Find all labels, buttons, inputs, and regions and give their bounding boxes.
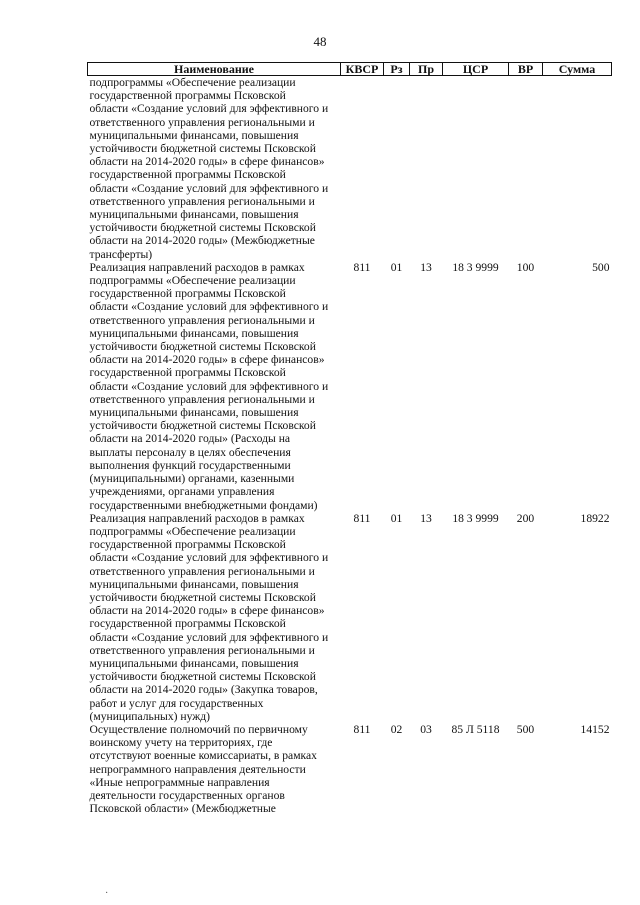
description-line: деятельности государственных органов <box>89 788 285 802</box>
description-line: подпрограммы «Обеспечение реализации <box>89 76 296 89</box>
scan-artifact: · <box>105 888 109 899</box>
row-description <box>88 261 341 512</box>
description-line: области на 2014-2020 годы» (Межбюджетные <box>89 234 315 248</box>
cell-vr: 100 <box>516 260 535 274</box>
description-line: муниципальными финансами, повышения <box>89 406 299 420</box>
description-line: государственной программы Псковской <box>89 287 286 301</box>
description-line: области «Создание условий для эффективного и <box>89 181 329 195</box>
cell-pr: 13 <box>420 511 432 525</box>
description-line: «Иные непрограммные направления <box>89 775 270 789</box>
description-line: муниципальными финансами, повышения <box>89 128 299 142</box>
cell-pr: 03 <box>420 722 432 736</box>
cell-csr <box>443 76 509 261</box>
description-line: учреждениями, органами управления <box>89 485 275 499</box>
header-csr: ЦСР <box>443 63 509 76</box>
description-line: (муниципальными) органами, казенными <box>89 472 295 486</box>
table-header-row <box>88 63 612 76</box>
budget-table <box>87 62 612 815</box>
description-line: муниципальными финансами, повышения <box>89 656 299 670</box>
description-line: муниципальными финансами, повышения <box>89 326 299 340</box>
description-line: государственной программы Псковской <box>89 366 286 380</box>
cell-rz: 02 <box>390 722 403 736</box>
cell-csr: 18 3 9999 <box>452 260 499 274</box>
description-line: области «Создание условий для эффективного и <box>89 551 329 565</box>
description-line: муниципальными финансами, повышения <box>89 577 299 591</box>
description-line: подпрограммы «Обеспечение реализации <box>89 524 296 538</box>
description-line: государственной программы Псковской <box>89 89 286 103</box>
description-line: устойчивости бюджетной системы Псковской <box>89 221 316 235</box>
row-description <box>88 723 341 815</box>
cell-pr <box>410 76 443 261</box>
description-line: области «Создание условий для эффективного и <box>89 300 329 314</box>
table-row <box>88 76 612 261</box>
cell-sum: 500 <box>592 260 610 274</box>
description-line: трансферты) <box>89 247 153 261</box>
cell-pr: 13 <box>420 260 432 274</box>
cell-csr: 18 3 9999 <box>452 511 499 525</box>
description-line: (муниципальных) нужд) <box>89 709 211 723</box>
description-line: Реализация направлений расходов в рамках <box>89 511 305 525</box>
cell-csr: 85 Л 5118 <box>451 722 500 736</box>
cell-kvsr: 811 <box>353 260 371 274</box>
cell-vr: 200 <box>516 511 535 525</box>
description-line: воинскому учету на территориях, где <box>89 736 273 750</box>
description-line: области на 2014-2020 годы» в сфере финансов» <box>89 353 325 367</box>
header-pr: Пр <box>410 63 443 76</box>
description-line: выплаты персоналу в целях обеспечения <box>89 445 291 459</box>
description-line: подпрограммы «Обеспечение реализации <box>89 274 296 288</box>
description-line: области на 2014-2020 годы» (Закупка товаров, <box>89 683 318 697</box>
header-rz: Рз <box>384 63 410 76</box>
description-line: Осуществление полномочий по первичному <box>89 722 308 736</box>
description-line: Реализация направлений расходов в рамках <box>89 260 305 274</box>
header-vr: ВР <box>509 63 543 76</box>
table-row <box>88 512 612 723</box>
description-line: области на 2014-2020 годы» в сфере финансов» <box>89 604 325 618</box>
cell-sum: 18922 <box>580 511 610 525</box>
description-line: области «Создание условий для эффективного и <box>89 379 329 393</box>
description-line: выполнения функций государственными <box>89 458 291 472</box>
table-row <box>88 261 612 512</box>
description-line: непрограммного направления деятельности <box>89 762 306 776</box>
description-line: ответственного управления региональными и <box>89 392 315 406</box>
cell-sum: 14152 <box>580 722 610 736</box>
cell-vr <box>509 76 543 261</box>
cell-rz: 01 <box>390 260 403 274</box>
header-sum: Сумма <box>543 63 612 76</box>
description-line: устойчивости бюджетной системы Псковской <box>89 590 316 604</box>
description-line: области «Создание условий для эффективного и <box>89 102 329 116</box>
description-line: области на 2014-2020 годы» в сфере финансов» <box>89 155 325 169</box>
row-description <box>88 512 341 723</box>
description-line: области «Создание условий для эффективного и <box>89 630 329 644</box>
description-line: устойчивости бюджетной системы Псковской <box>89 670 316 684</box>
cell-kvsr <box>341 76 384 261</box>
cell-vr: 500 <box>516 722 535 736</box>
description-line: области на 2014-2020 годы» (Расходы на <box>89 432 291 446</box>
description-line: ответственного управления региональными и <box>89 115 315 129</box>
page-number: 48 <box>313 34 327 49</box>
description-line: отсутствуют военные комиссариаты, в рамках <box>89 749 317 763</box>
description-line: Псковской области» (Межбюджетные <box>89 802 276 816</box>
description-line: муниципальными финансами, повышения <box>89 208 299 222</box>
table-row <box>88 723 612 815</box>
cell-rz <box>384 76 410 261</box>
table-body <box>88 76 612 816</box>
description-line: устойчивости бюджетной системы Псковской <box>89 142 316 156</box>
cell-kvsr: 811 <box>353 511 371 525</box>
description-line: ответственного управления региональными и <box>89 643 315 657</box>
description-line: государственной программы Псковской <box>89 168 286 182</box>
cell-sum <box>543 76 612 261</box>
header-name: Наименование <box>88 63 341 76</box>
description-line: государственной программы Псковской <box>89 617 286 631</box>
description-line: устойчивости бюджетной системы Псковской <box>89 419 316 433</box>
cell-rz: 01 <box>390 511 403 525</box>
description-line: ответственного управления региональными и <box>89 313 315 327</box>
cell-kvsr: 811 <box>353 722 371 736</box>
description-line: устойчивости бюджетной системы Псковской <box>89 340 316 354</box>
header-kvsr: КВСР <box>341 63 384 76</box>
description-line: государственной программы Псковской <box>89 538 286 552</box>
description-line: ответственного управления региональными и <box>89 564 315 578</box>
description-line: работ и услуг для государственных <box>89 696 264 710</box>
description-line: государственными внебюджетными фондами) <box>89 498 318 512</box>
row-description <box>88 76 341 261</box>
description-line: ответственного управления региональными и <box>89 194 315 208</box>
